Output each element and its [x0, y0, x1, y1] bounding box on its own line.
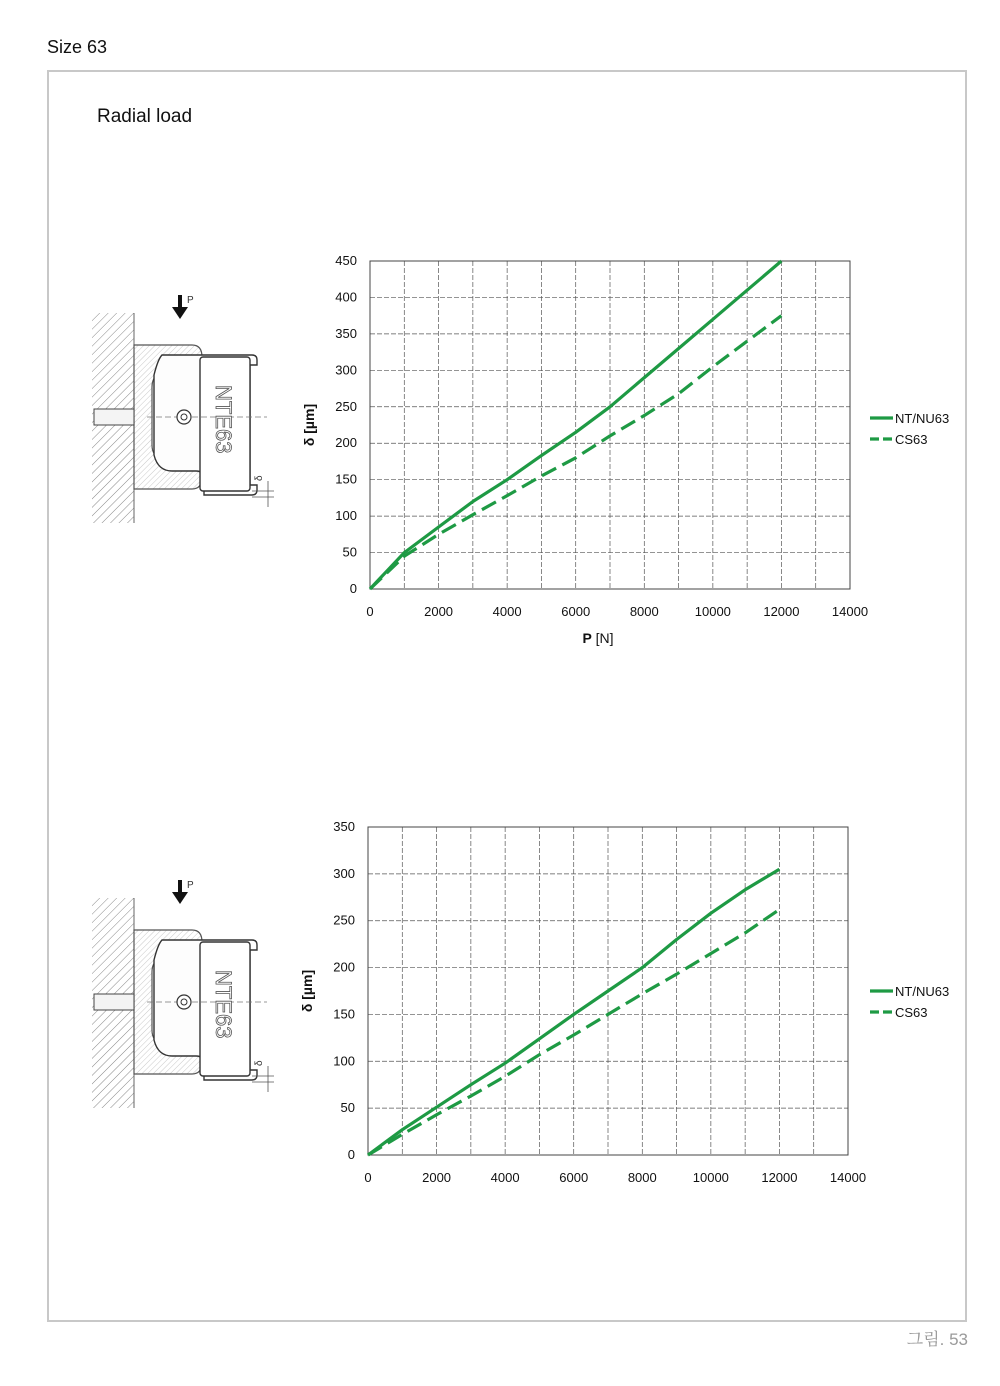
x-tick-label: 2000 [424, 604, 454, 619]
x-tick-label: 4000 [492, 604, 522, 619]
y-tick-label: 400 [335, 289, 357, 305]
x-tick-label: 0 [366, 604, 374, 619]
y-tick-label: 200 [335, 435, 357, 451]
page-size-label: Size 63 [47, 37, 108, 57]
legend-label: CS63 [895, 432, 928, 447]
y-tick-label: 300 [335, 362, 357, 378]
delta-label: δ [254, 475, 265, 481]
grid [370, 261, 850, 589]
y-tick-label: 50 [340, 1100, 355, 1116]
y-tick-label: 450 [335, 253, 357, 268]
x-tick-label: 6000 [561, 604, 591, 619]
y-tick-label: 50 [342, 544, 357, 560]
chart-1 [301, 253, 949, 646]
part-marking: NTE63 [211, 970, 236, 1039]
x-tick-label: 14000 [831, 604, 869, 619]
grease-nipple [94, 994, 134, 1010]
x-tick-label: 12000 [763, 604, 800, 619]
x-tick-label: 6000 [559, 1170, 589, 1185]
x-tick-label: 4000 [490, 1170, 520, 1185]
legend-label: NT/NU63 [895, 411, 950, 426]
y-tick-label: 100 [335, 508, 357, 524]
x-axis-label-unit: [N] [591, 630, 614, 646]
y-tick-label: 0 [349, 581, 357, 596]
y-tick-label: 300 [333, 865, 355, 881]
y-axis-label: δ [µm] [299, 969, 315, 1013]
y-tick-label: 350 [333, 819, 355, 834]
x-tick-label: 10000 [694, 604, 731, 619]
delta-label: δ [254, 1060, 265, 1066]
bearing-diagram-1 [92, 295, 274, 523]
bearing-diagrams [92, 295, 274, 1108]
x-axis-label [582, 630, 613, 646]
y-tick-label: 100 [333, 1053, 355, 1069]
x-tick-label: 2000 [422, 1170, 452, 1185]
y-tick-label: 0 [347, 1147, 355, 1162]
y-tick-label: 250 [333, 912, 355, 928]
deflection-charts [299, 253, 949, 1185]
y-tick-label: 250 [335, 398, 357, 414]
x-tick-label: 12000 [761, 1170, 798, 1185]
legend [870, 984, 949, 1020]
x-tick-label: 14000 [829, 1170, 867, 1185]
grease-nipple [94, 409, 134, 425]
force-arrow-icon [172, 307, 188, 319]
section-title: Radial load [97, 106, 193, 127]
x-tick-label: 8000 [627, 1170, 657, 1185]
x-tick-label: 8000 [629, 604, 659, 619]
y-tick-label: 150 [333, 1006, 355, 1022]
screw-head-icon [177, 995, 191, 1009]
y-tick-label: 200 [333, 959, 355, 975]
chart-2 [299, 819, 949, 1185]
y-axis-label: δ [µm] [301, 403, 317, 447]
legend [870, 411, 949, 447]
part-marking: NTE63 [211, 385, 236, 454]
bearing-diagram-2 [92, 880, 274, 1108]
x-tick-label: 0 [364, 1170, 372, 1185]
force-label: P [187, 295, 194, 306]
force-arrow-icon [172, 892, 188, 904]
figure-caption: 그림. 53 [906, 1330, 968, 1349]
legend-label: CS63 [895, 1005, 928, 1020]
x-axis-label-bold: P [582, 630, 592, 646]
screw-head-icon [177, 410, 191, 424]
legend-label: NT/NU63 [895, 984, 950, 999]
force-label: P [187, 880, 194, 891]
y-tick-label: 150 [335, 471, 357, 487]
y-tick-label: 350 [335, 325, 357, 341]
x-tick-label: 10000 [692, 1170, 729, 1185]
